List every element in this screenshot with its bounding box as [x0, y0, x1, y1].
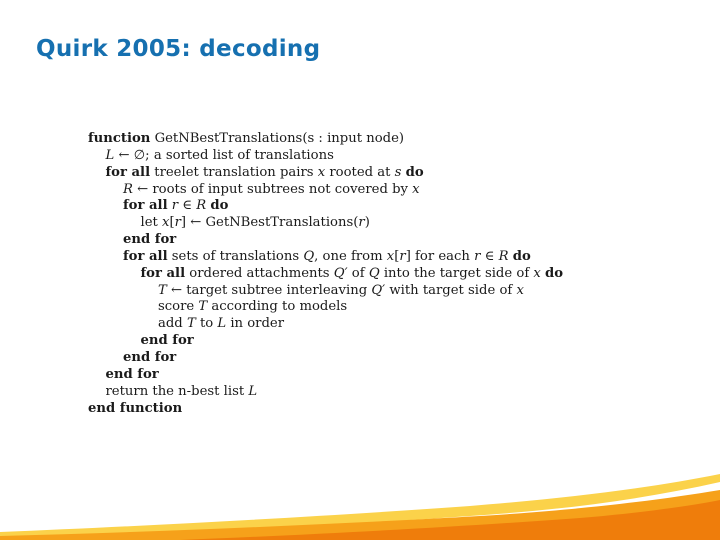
code-text: GetNBestTranslations(s : input node) [150, 131, 405, 146]
algorithm-line [88, 316, 648, 333]
math-symbol: L [105, 147, 115, 163]
code-text: ← target subtree interleaving [166, 282, 372, 298]
keyword: end for [140, 333, 194, 349]
algorithm-line [88, 198, 648, 215]
algorithm-line [88, 367, 648, 384]
code-text: ] ← GetNBestTranslations( [180, 215, 359, 231]
code-text: ∈ [480, 248, 499, 264]
keyword: end for [123, 232, 177, 248]
keyword: for all [123, 198, 168, 214]
algorithm-line [88, 350, 648, 367]
code-text: ← ∅; a sorted list of translations [114, 147, 334, 163]
code-text: , one from [314, 248, 387, 264]
keyword: do [210, 198, 229, 214]
keyword: do [405, 164, 424, 180]
algorithm-line [88, 333, 648, 350]
code-text: [ [394, 248, 400, 264]
keyword: for all [123, 248, 168, 264]
math-symbol: r [358, 215, 365, 231]
math-symbol: T [186, 316, 196, 332]
math-symbol: R [123, 181, 133, 197]
keyword: end for [123, 349, 177, 365]
code-text: according to models [207, 299, 348, 315]
keyword: do [512, 248, 531, 264]
algorithm-line [88, 401, 648, 418]
math-symbol: Q [368, 265, 380, 281]
keyword: do [545, 265, 564, 281]
code-text: with target side of [385, 282, 517, 298]
code-text: rooted at [325, 164, 395, 180]
code-text: ordered attachments [185, 265, 334, 281]
algorithm-line [88, 232, 648, 249]
code-text: let [140, 215, 163, 231]
algorithm-block [88, 131, 648, 417]
code-text: in order [226, 316, 285, 332]
algorithm-line [88, 215, 648, 232]
code-text: score [158, 299, 199, 315]
keyword: for all [140, 265, 186, 281]
math-symbol: x [516, 282, 524, 298]
code-text: ← roots of input subtrees not covered by [132, 181, 413, 197]
math-symbol: R [498, 248, 509, 264]
code-text: treelet translation pairs [150, 164, 318, 180]
math-symbol: x [533, 265, 541, 281]
code-text: add [158, 316, 187, 332]
math-symbol: r [474, 248, 481, 264]
math-symbol: T [158, 282, 167, 298]
code-text: [ [169, 215, 175, 231]
math-symbol: r [174, 215, 181, 231]
math-symbol: r [399, 248, 406, 264]
math-symbol: Q [303, 248, 315, 264]
algorithm-line [88, 148, 648, 165]
code-text: of [347, 265, 369, 281]
keyword: end for [105, 366, 159, 382]
keyword: end function [88, 400, 183, 416]
algorithm-line [88, 182, 648, 199]
keyword: for all [105, 164, 151, 180]
math-symbol: L [248, 383, 258, 399]
math-symbol: x [412, 181, 420, 197]
math-symbol: R [196, 198, 207, 214]
footer-swoosh-decoration [0, 460, 720, 540]
math-symbol: L [217, 316, 227, 332]
algorithm-line [88, 165, 648, 182]
code-text: ) [364, 215, 370, 231]
code-text: into the target side of [379, 265, 534, 281]
algorithm-line [88, 131, 648, 148]
math-symbol: T [198, 299, 208, 315]
math-symbol: Q′ [371, 282, 386, 298]
slide-title: Quirk 2005: decoding [36, 36, 321, 62]
code-text: ∈ [178, 198, 197, 214]
code-text: return the n-best list [105, 383, 249, 399]
algorithm-line [88, 249, 648, 266]
math-symbol: Q′ [333, 265, 348, 281]
algorithm-line [88, 384, 648, 401]
math-symbol: x [386, 248, 395, 264]
code-text: sets of translations [167, 248, 304, 264]
math-symbol: x [162, 215, 170, 231]
code-text: ] for each [405, 248, 475, 264]
keyword: function [88, 131, 151, 146]
code-text: to [195, 316, 218, 332]
math-symbol: r [171, 198, 179, 214]
math-symbol: s [394, 164, 402, 180]
algorithm-line [88, 266, 648, 283]
algorithm-line [88, 299, 648, 316]
algorithm-line [88, 283, 648, 300]
math-symbol: x [317, 164, 326, 180]
